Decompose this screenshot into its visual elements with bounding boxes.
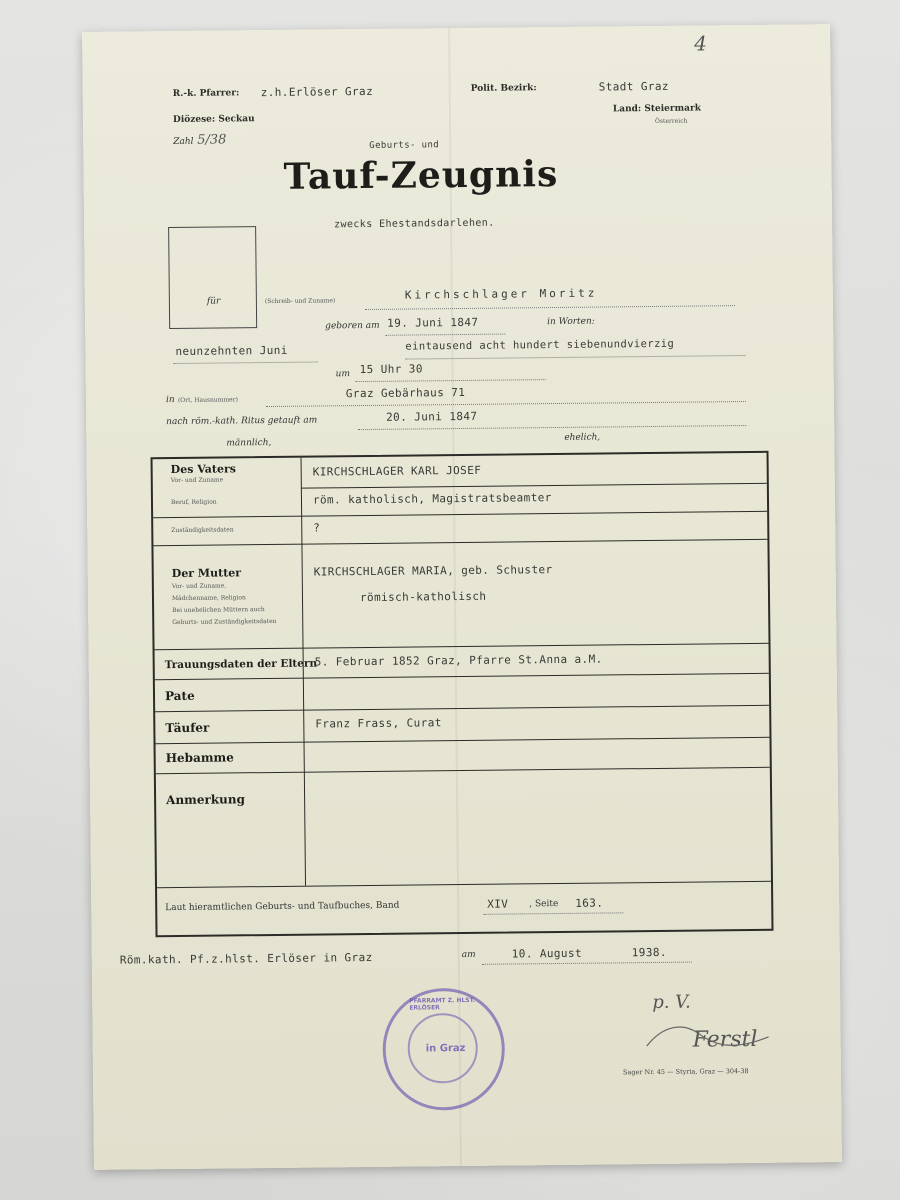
place-label: in bbox=[165, 394, 175, 406]
closing-date: 10. August bbox=[511, 946, 583, 961]
words-label: in Worten: bbox=[547, 316, 595, 328]
signature-pv: p. V. bbox=[652, 991, 691, 1014]
pfarrer-label: R.-k. Pfarrer: bbox=[172, 88, 240, 100]
baptized-value: 20. Juni 1847 bbox=[386, 409, 478, 424]
beruf-label: Beruf, Religion bbox=[170, 498, 217, 507]
photo-box bbox=[168, 226, 257, 329]
footer-line bbox=[483, 912, 623, 914]
footer-seite: 163. bbox=[575, 896, 604, 910]
name-value: Kirchschlager Moritz bbox=[404, 286, 598, 302]
stamp-ring-text: PFARRAMT Z. HLST. ERLÖSER bbox=[409, 996, 476, 1012]
footer-band: XIV bbox=[487, 897, 509, 911]
zahl-value: 5/38 bbox=[197, 132, 227, 148]
row-divider bbox=[153, 539, 767, 546]
printer-note: Sager Nr. 45 — Styria, Graz — 304-38 bbox=[622, 1067, 749, 1077]
born-line bbox=[385, 334, 505, 336]
footer-seite-label: , Seite bbox=[529, 899, 559, 910]
beruf-value: röm. katholisch, Magistratsbeamter bbox=[312, 491, 552, 507]
closing-year: 1938. bbox=[631, 945, 667, 960]
zust-label: Zuständigkeitsdaten bbox=[171, 526, 234, 535]
baptized-label: nach röm.-kath. Ritus getauft am bbox=[166, 415, 318, 428]
mother-sub-1: Vor- und Zuname, bbox=[171, 582, 227, 591]
taeufer-label: Täufer bbox=[165, 720, 210, 736]
bezirk-label: Polit. Bezirk: bbox=[470, 83, 537, 94]
parents-table bbox=[151, 451, 774, 937]
place-hint: (Ort, Hausnummer) bbox=[177, 396, 238, 404]
land-sub: Österreich bbox=[654, 117, 688, 125]
words-value-b: eintausend acht hundert siebenundvierzig bbox=[405, 337, 675, 353]
stamp-center-text: in Graz bbox=[425, 1042, 466, 1055]
father-value: KIRCHSCHLAGER KARL JOSEF bbox=[312, 463, 482, 479]
row-divider bbox=[156, 767, 770, 774]
document-title: Tauf-Zeugnis bbox=[283, 152, 559, 198]
words-line-b bbox=[406, 355, 746, 360]
baptism-certificate bbox=[82, 24, 842, 1170]
place-value: Graz Gebärhaus 71 bbox=[345, 385, 466, 401]
bezirk-value: Stadt Graz bbox=[598, 79, 669, 94]
parish-stamp bbox=[382, 988, 505, 1111]
dioezese-label: Diözese: Seckau bbox=[172, 114, 255, 126]
name-line bbox=[365, 305, 735, 310]
row-divider bbox=[155, 705, 769, 712]
zahl-label: Zahl bbox=[173, 136, 194, 147]
footer-prefix: Laut hieramtlichen Geburts- und Taufbuches, Band bbox=[165, 900, 400, 914]
title-pre: Geburts- und bbox=[369, 140, 440, 151]
row-divider bbox=[156, 737, 770, 744]
mother-sub-4: Geburts- und Zuständigkeitsdaten bbox=[172, 617, 277, 627]
time-value: 15 Uhr 30 bbox=[359, 362, 423, 377]
marriage-label: Trauungsdaten der Eltern bbox=[164, 657, 318, 672]
land-label: Land: Steiermark bbox=[612, 103, 702, 115]
closing-place: Röm.kath. Pf.z.hlst. Erlöser in Graz bbox=[119, 950, 373, 967]
mother-label: Der Mutter bbox=[171, 566, 242, 581]
time-prefix: um bbox=[335, 369, 351, 380]
sex-label: männlich, bbox=[226, 437, 272, 449]
time-line bbox=[356, 379, 546, 382]
mother-sub-3: Bei unehelichen Müttern auch bbox=[172, 606, 265, 615]
row-divider bbox=[155, 643, 769, 650]
closing-am: am bbox=[461, 949, 476, 961]
pate-label: Pate bbox=[164, 688, 195, 704]
row-divider bbox=[153, 511, 767, 518]
closing-line bbox=[482, 962, 692, 965]
hebamme-label: Hebamme bbox=[165, 750, 234, 766]
pfarrer-value: z.h.Erlöser Graz bbox=[260, 84, 374, 100]
father-sub: Vor- und Zuname bbox=[170, 476, 224, 485]
table-column-divider bbox=[301, 458, 306, 886]
place-line bbox=[266, 401, 746, 407]
row-divider bbox=[301, 483, 767, 489]
born-label: geboren am bbox=[325, 320, 380, 332]
mother-religion: römisch-katholisch bbox=[359, 589, 487, 605]
zust-value: ? bbox=[313, 521, 321, 535]
legit-label: ehelich, bbox=[564, 432, 601, 443]
marriage-value: 5. Februar 1852 Graz, Pfarre St.Anna a.M. bbox=[314, 652, 603, 669]
mother-sub-2: Mädchenname, Religion bbox=[171, 594, 246, 603]
born-value: 19. Juni 1847 bbox=[387, 315, 479, 330]
anmerkung-label: Anmerkung bbox=[166, 792, 246, 808]
signature: Ferstl bbox=[692, 1026, 758, 1053]
row-divider bbox=[157, 881, 771, 888]
title-purpose: zwecks Ehestandsdarlehen. bbox=[334, 217, 495, 231]
mother-value: KIRCHSCHLAGER MARIA, geb. Schuster bbox=[313, 563, 553, 579]
taeufer-value: Franz Frass, Curat bbox=[315, 716, 442, 731]
signature-stroke bbox=[642, 1015, 772, 1056]
father-label: Des Vaters bbox=[170, 462, 236, 477]
name-hint: (Schreib- und Zuname) bbox=[264, 297, 336, 306]
page-number: 4 bbox=[694, 31, 708, 56]
baptized-line bbox=[358, 425, 746, 430]
words-line-a bbox=[174, 362, 318, 365]
fuer-label: für bbox=[206, 296, 221, 307]
row-divider bbox=[155, 673, 769, 680]
words-value-a: neunzehnten Juni bbox=[175, 343, 288, 358]
